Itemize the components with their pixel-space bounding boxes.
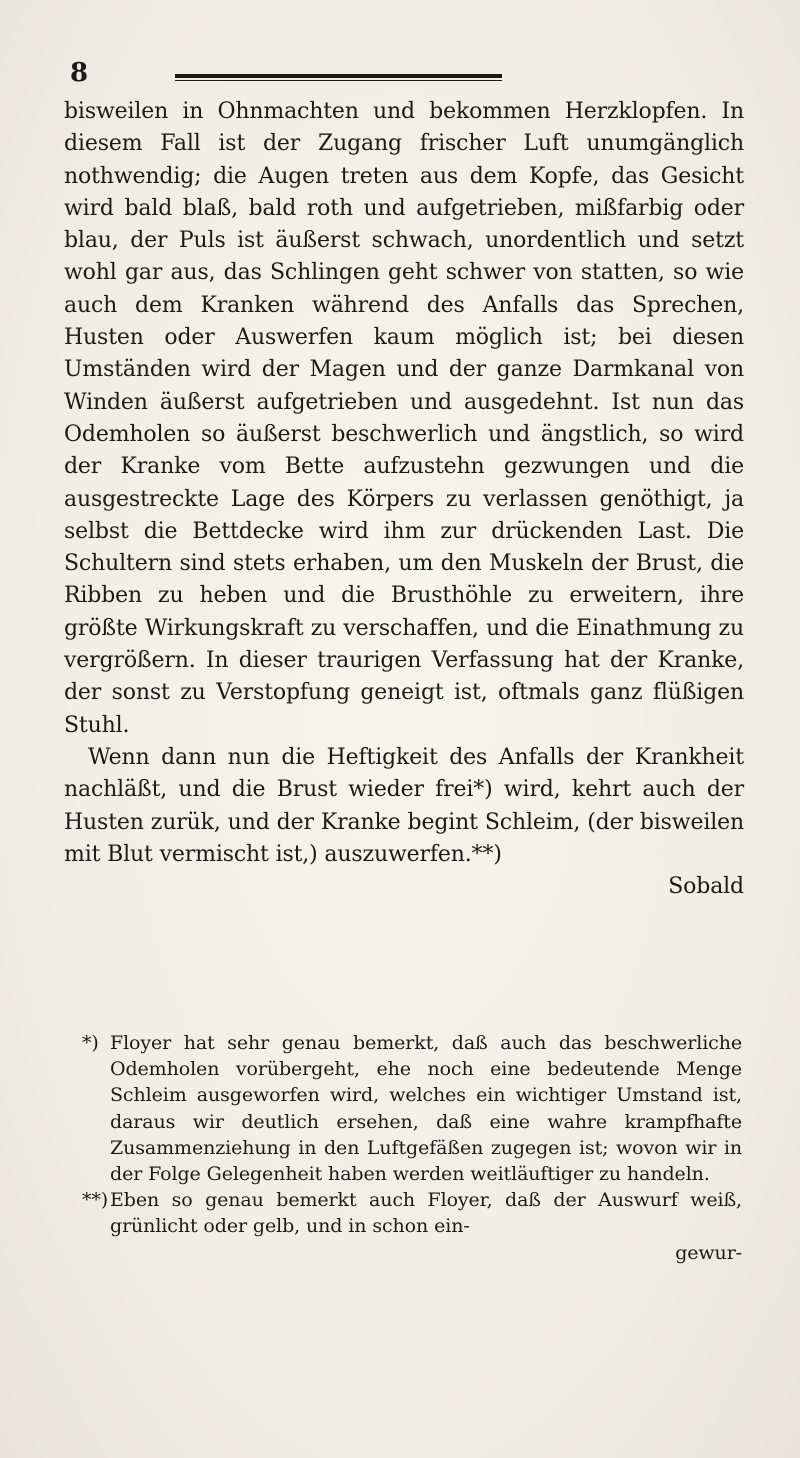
footnotes (82, 1030, 742, 1266)
footnote-2 (82, 1187, 742, 1266)
footnote-2-mark: **) (82, 1189, 109, 1212)
header-rule (175, 74, 502, 81)
footnote-1-mark: *) (82, 1032, 99, 1054)
footnote-1 (82, 1030, 742, 1187)
footnote-1-text: Floyer hat sehr genau bemerkt, daß auch das beschwerliche Odemholen vorübergeht, ehe noch eine bedeutende Menge Schleim ausgeworfen wird, welches ein wichtiger Umstand ist, daraus wir deutlich ersehen, daß eine wahre krampfhafte Zusammenziehung in den Luftgefäßen zugegen ist; wovon wir in der Folge Gelegenheit haben werden weitläuftiger zu handeln. (110, 1032, 742, 1186)
paragraph-2: Wenn dann nun die Heftigkeit des Anfalls der Krankheit nachläßt, und die Brust wieder frei*) wird, kehrt auch der Husten zurük, und der Kranke begint Schleim, (der bisweilen mit Blut vermischt ist,) auszuwerfen.**) (64, 744, 744, 867)
footnote-catchword: gewur- (675, 1241, 742, 1264)
main-text (64, 96, 744, 903)
paragraph-1: bisweilen in Ohnmachten und bekommen Herzklopfen. In diesem Fall ist der Zugang frischer Luft unumgänglich nothwendig; die Augen treten aus dem Kopfe, das Gesicht wird bald blaß, bald roth und aufgetrieben, mißfarbig oder blau, der Puls ist äußerst schwach, unordentlich und setzt wohl gar aus, das Schlingen geht schwer von statten, so wie auch dem Kranken während des Anfalls das Sprechen, Husten oder Auswerfen kaum möglich ist; bei diesen Umständen wird der Magen und der ganze Darmkanal von Winden äußerst aufgetrieben und ausgedehnt. Ist nun das Odemholen so äußerst beschwerlich und ängstlich, so wird der Kranke vom Bette aufzustehn gezwungen und die ausgestreckte Lage des Körpers zu verlassen genöthigt, ja selbst die Bettdecke wird ihm zur drückenden Last. Die Schultern sind stets erhaben, um den Muskeln der Brust, die Ribben zu heben und die Brusthöhle zu erweitern, ihre größte Wirkungskraft zu verschaffen, und die Einathmung zu vergrößern. In dieser traurigen Verfassung hat der Kranke, der sonst zu Verstopfung geneigt ist, oftmals ganz flüßigen Stuhl. (64, 99, 744, 738)
catchword: Sobald (668, 874, 744, 900)
page-number: 8 (70, 58, 89, 88)
footnote-2-text: Eben so genau bemerkt auch Floyer, daß der Auswurf weiß, grünlicht oder gelb, und in schon ein- (110, 1189, 742, 1238)
